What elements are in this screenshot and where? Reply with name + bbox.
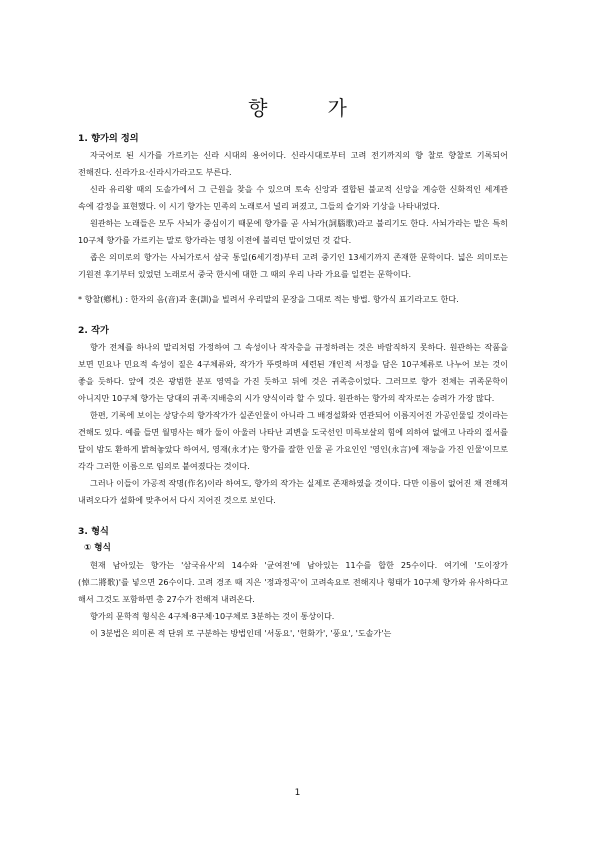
section-heading-definition: 1. 향가의 정의 (78, 133, 139, 144)
section-heading-author: 2. 작가 (78, 325, 109, 336)
paragraph: 한편, 기록에 보이는 상당수의 향가작가가 실존인물이 아니라 그 배경설화와 연관되어 이름지어진 가공인물일 것이라는 견해도 있다. 예를 들면 월명사는 해가 둘이 아울러 나타난 괴변을 도국선인 미륵보살의 힘에 의하여 없애고 나라의 질서를 달이 밤도 환하게 밝혀놓았다 하여서, 영재(永才)는 향가를 잘한 인물 곧 가요인인 '영인(永言)에 재능을 가진 인물'이므로 각각 그러한 이름으로 임의로 붙여졌다는 것이다. (78, 410, 508, 471)
paragraph: 자국어로 된 시가를 가르키는 신라 시대의 용어이다. 신라시대로부터 고려 전기까지의 향 찰로 향찰로 기록되어 전해진다. 신라가요·신라시가라고도 부른다. (78, 150, 508, 177)
paragraph: 좁은 의미로의 향가는 사뇌가로서 삼국 통일(6세기경)부터 고려 중기인 13세기까지 존재한 문학이다. 넓은 의미로는 기원전 후기부터 있었던 노래로서 중국 한시에 대한 그 때의 우리 나라 가요를 일컫는 문학이다. (78, 252, 508, 279)
subsection-heading-form: ① 형식 (84, 543, 111, 553)
paragraph: 향가의 문학적 형식은 4구체·8구체·10구체로 3분하는 것이 통상이다. (90, 611, 335, 621)
document-body (78, 130, 508, 642)
section-heading-form: 3. 형식 (78, 526, 109, 537)
page-title (0, 92, 595, 121)
footnote-hyangchal: * 향찰(鄕札) : 한자의 음(音)과 훈(訓)을 빌려서 우리말의 문장을 그대로 적는 방법. 향가식 표기라고도 한다. (78, 294, 459, 304)
paragraph: 그러나 이들이 가공적 작명(作名)이라 하여도, 향가의 작가는 실제로 존재하였을 것이다. 다만 이름이 없어진 채 전해져 내려오다가 설화에 맞추어서 다시 지어진 것으로 보인다. (78, 478, 508, 505)
title-part-1: 향 (248, 96, 268, 120)
paragraph: 현재 남아있는 향가는 '삼국유사'의 14수와 '균여전'에 남아있는 11수를 합한 25수이다. 여기에 '도이장가(悼二將歌)'를 넣으면 26수이다. 고려 경조 때 지은 '정과정곡'이 고려속요로 전해지나 형태가 10구체 향가와 유사하다고 해서 그것도 포함하면 총 27수가 전해져 내려온다. (78, 560, 508, 604)
title-part-2: 가 (327, 96, 347, 120)
page-number: 1 (294, 788, 301, 798)
paragraph: 원관하는 노래들은 모두 사뇌가 중심이기 때문에 향가를 곧 사뇌가(詞腦歌)라고 불리기도 한다. 사뇌가라는 말은 특히 10구체 향가를 가르키는 말로 향가라는 명칭 이전에 불리던 말이었던 것 같다. (78, 218, 508, 245)
paragraph: 신라 유리왕 때의 도솔가에서 그 근원을 찾을 수 있으며 토속 신앙과 결합된 불교적 신앙을 계승한 신화적인 세계관 속에 감정을 표현했다. 이 시기 향가는 민족의 노래로서 널리 퍼졌고, 그들의 슬기와 기상을 나타내었다. (78, 184, 508, 211)
paragraph: 이 3분법은 의미론 적 단위 로 구분하는 방법인데 '서동요', '헌화가', '풍요', '도솔가'는 (90, 628, 392, 638)
paragraph: 향가 전체를 하나의 말리처럼 가정하여 그 속성이나 작자층을 규정하려는 것은 바람직하지 못하다. 원관하는 작품을 보면 민요나 민요적 속성이 짙은 4구체류와, 작가가 뚜렷하며 세련된 개인적 서정을 담은 10구체류로 나누어 보는 것이 좋을 듯하다. 앞에 것은 광범한 분포 영역을 가진 듯하고 뒤에 것은 귀족층이었다. 그러므로 향가 전체는 귀족문학이 아니지만 10구체 향가는 당대의 귀족·지배층의 시가 양식이라 할 수 있다. 원관하는 향가의 작자로는 승려가 가장 많다. (78, 342, 508, 403)
